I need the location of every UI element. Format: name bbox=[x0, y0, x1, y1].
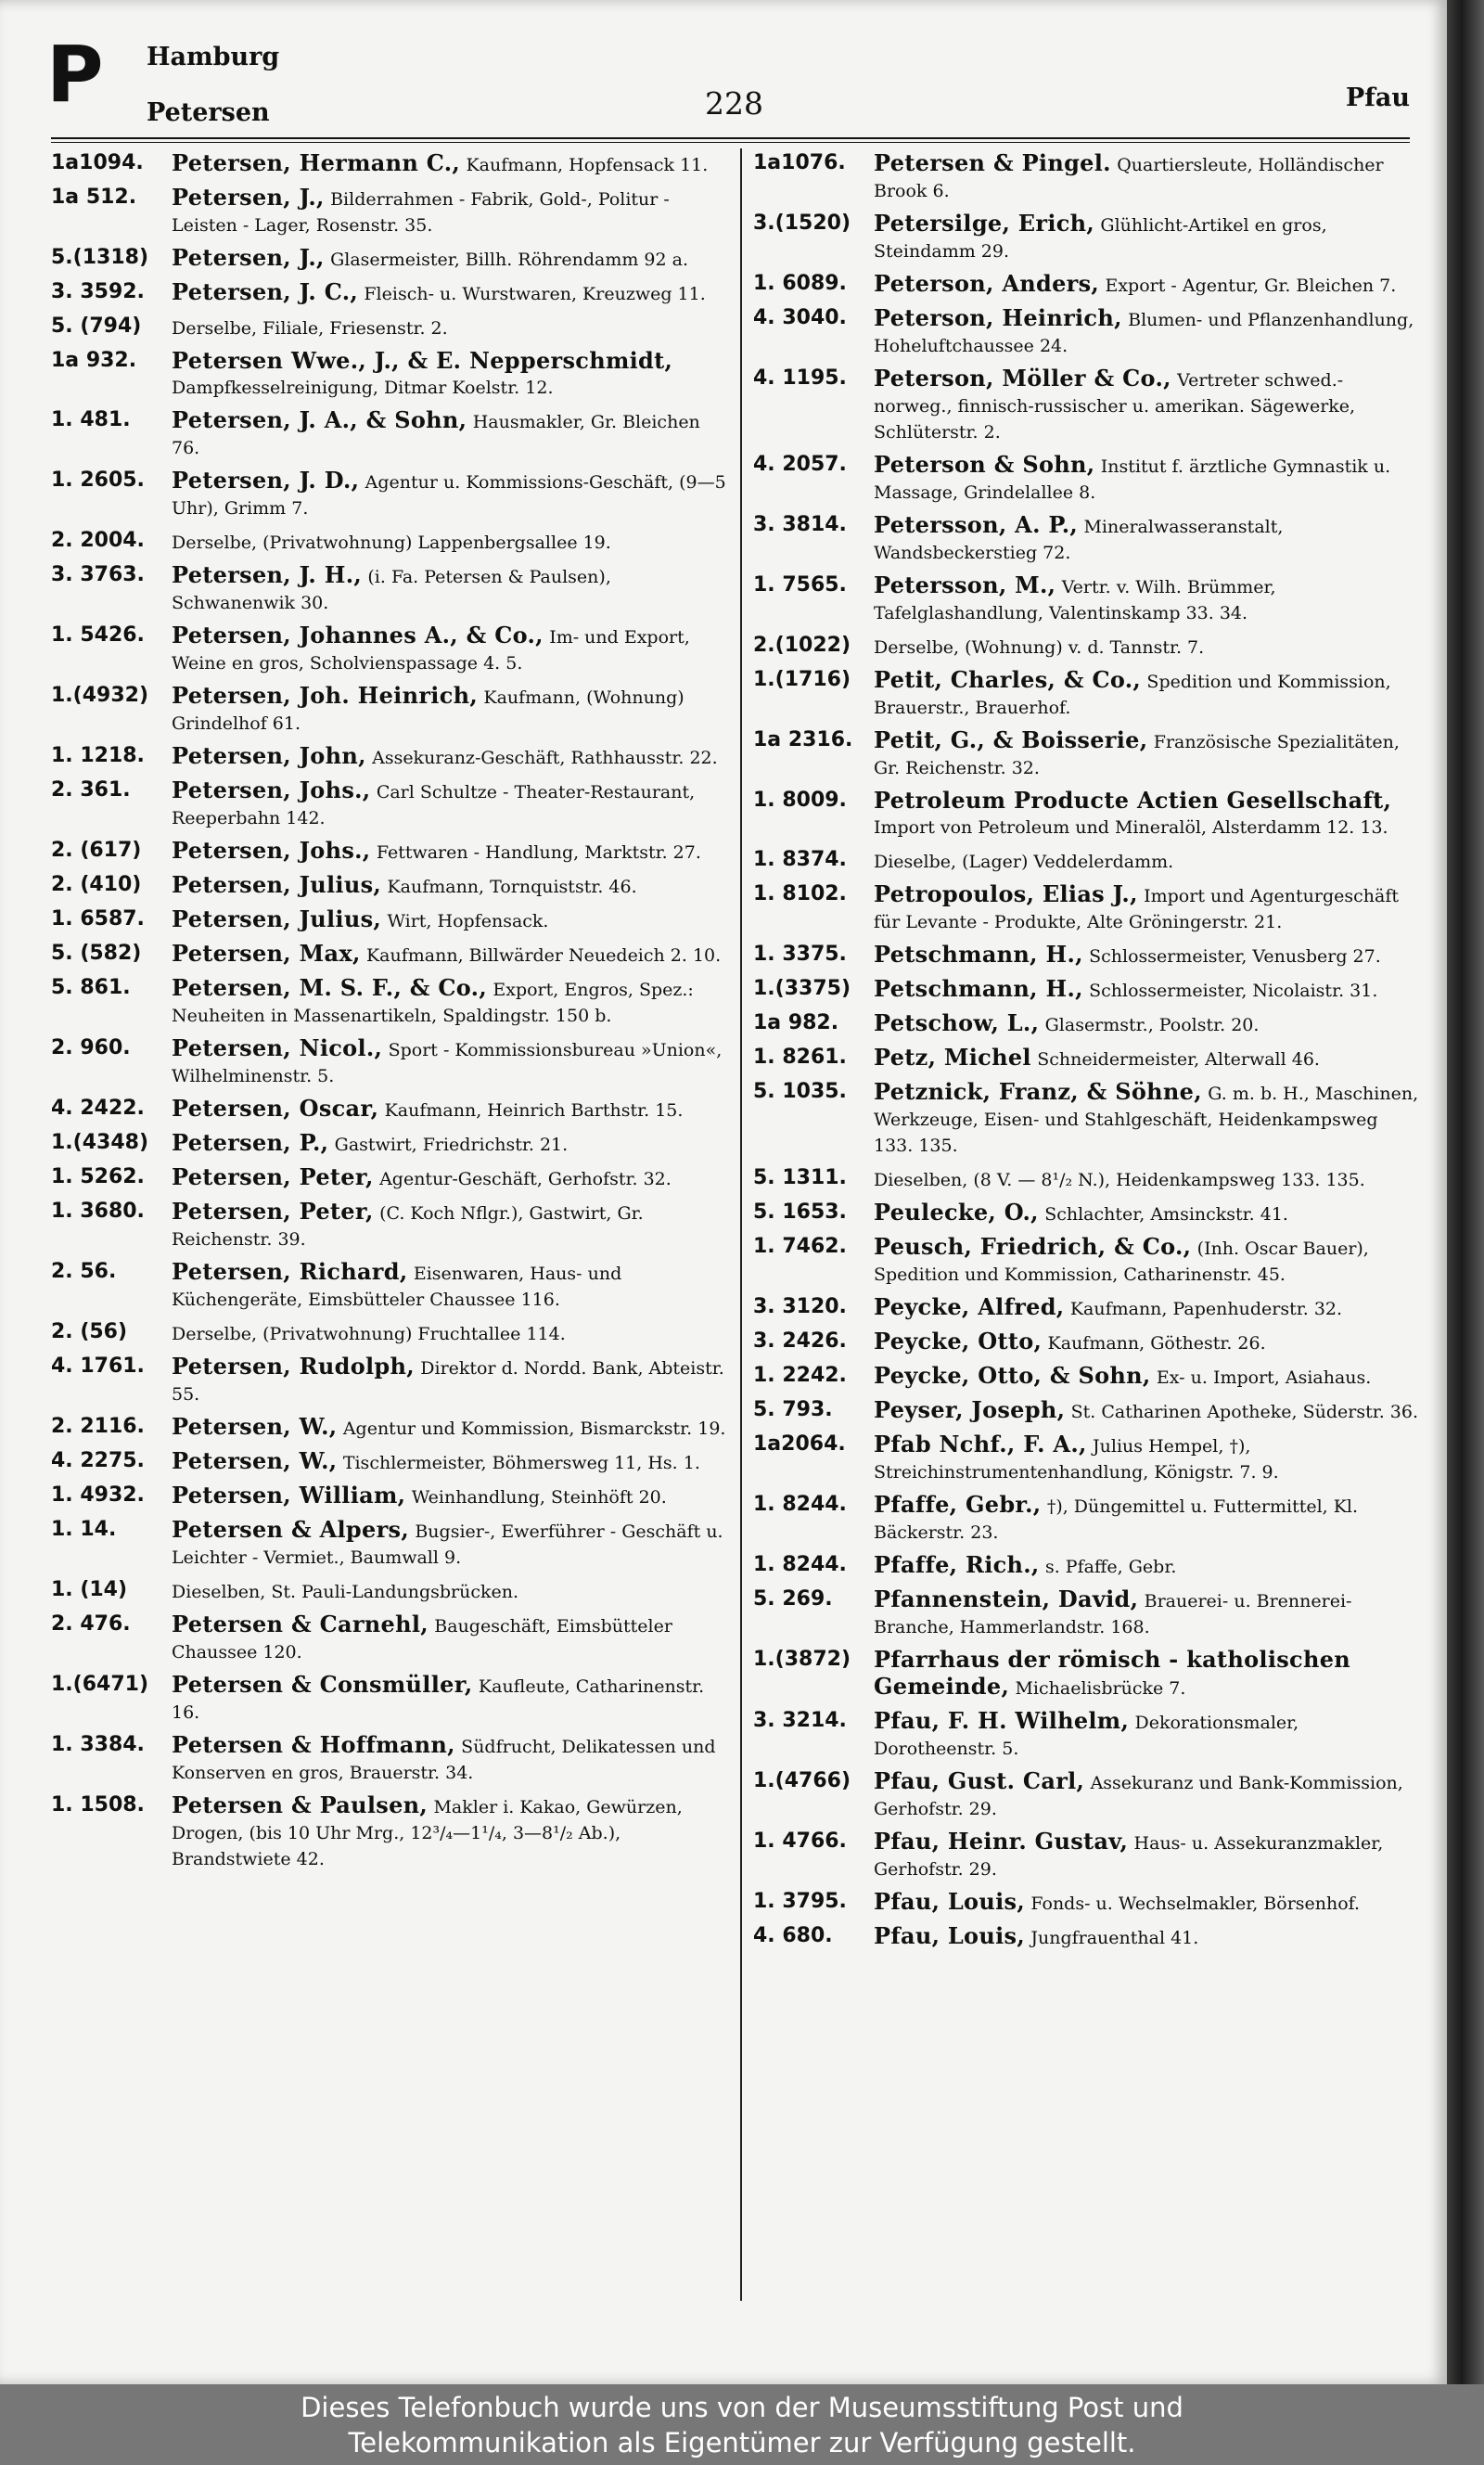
directory-entry bbox=[753, 1329, 1419, 1356]
phone-number: 4. 1195. bbox=[753, 366, 847, 390]
phone-number: 5. 1035. bbox=[753, 1080, 847, 1103]
entry-description: Fonds- u. Wechselmakler, Börsenhof. bbox=[1030, 1894, 1361, 1914]
entry-name: Petersen & Consmüller, bbox=[172, 1671, 473, 1698]
phone-number: 5. (582) bbox=[51, 942, 142, 965]
left-column bbox=[51, 150, 733, 1879]
phone-number: 2.(1022) bbox=[753, 634, 851, 657]
entry-description: Glasermstr., Poolstr. 20. bbox=[1044, 1015, 1260, 1035]
phone-number: 1. 1218. bbox=[51, 744, 145, 767]
directory-entry bbox=[51, 1483, 733, 1510]
entry-name: Petersen, J. D., bbox=[172, 467, 360, 494]
directory-entry bbox=[753, 1552, 1419, 1580]
entry-description: Michaelisbrücke 7. bbox=[1015, 1678, 1186, 1699]
entry-description: s. Pfaffe, Gebr. bbox=[1044, 1557, 1177, 1577]
directory-entry bbox=[753, 305, 1419, 359]
phone-number: 3. 3214. bbox=[753, 1709, 847, 1732]
directory-entry bbox=[51, 150, 733, 178]
entry-name: Petersen, W., bbox=[172, 1447, 338, 1474]
phone-number: 1. 4932. bbox=[51, 1483, 145, 1507]
directory-entry bbox=[753, 976, 1419, 1004]
entry-description: Bilderrahmen - Fabrik, Gold-, Politur - Leisten - Lager, Rosenstr. 35. bbox=[172, 189, 670, 236]
entry-name: Petersen Wwe., J., & E. Nepperschmidt, bbox=[172, 347, 673, 374]
phone-number: 1. (14) bbox=[51, 1578, 128, 1601]
directory-entry bbox=[753, 1492, 1419, 1546]
header-city: Hamburg bbox=[147, 43, 280, 71]
phone-number: 1.(6471) bbox=[51, 1673, 149, 1696]
directory-entry bbox=[753, 366, 1419, 445]
directory-entry bbox=[51, 1130, 733, 1158]
phone-number: 1.(4766) bbox=[753, 1769, 851, 1792]
entry-name: Petersen & Pingel. bbox=[874, 149, 1111, 176]
directory-entry bbox=[51, 245, 733, 273]
entry-description: Dieselben, St. Pauli-Landungsbrücken. bbox=[172, 1582, 519, 1602]
entry-description: Dieselbe, (Lager) Veddelerdamm. bbox=[874, 852, 1174, 872]
entry-description: (i. Fa. Petersen & Paulsen), Schwanenwik 30. bbox=[172, 567, 611, 613]
phone-number: 4. 1761. bbox=[51, 1354, 145, 1378]
entry-name: Pfab Nchf., F. A., bbox=[874, 1431, 1087, 1457]
phone-number: 1. 2242. bbox=[753, 1364, 847, 1387]
directory-entry bbox=[753, 942, 1419, 969]
entry-description: Export, Engros, Spez.: Neuheiten in Massenartikeln, Spaldingstr. 150 b. bbox=[172, 980, 694, 1026]
header-last-entry: Pfau bbox=[1345, 83, 1410, 112]
directory-entry bbox=[753, 1294, 1419, 1322]
entry-name: Petersson, M., bbox=[874, 571, 1056, 598]
entry-name: Petersen, J. C., bbox=[172, 278, 359, 305]
entry-description: Schlachter, Amsinckstr. 41. bbox=[1044, 1204, 1288, 1225]
entry-name: Peulecke, O., bbox=[874, 1199, 1039, 1226]
phone-number: 2. 476. bbox=[51, 1612, 131, 1636]
entry-name: Peycke, Alfred, bbox=[874, 1293, 1065, 1320]
phone-number: 1a 2316. bbox=[753, 728, 853, 751]
entry-name: Petropoulos, Elias J., bbox=[874, 880, 1138, 907]
entry-name: Petersen, Johs., bbox=[172, 777, 371, 803]
entry-description: Tischlermeister, Böhmersweg 11, Hs. 1. bbox=[342, 1453, 700, 1473]
directory-entry bbox=[51, 407, 733, 461]
entry-description: Fleisch- u. Wurstwaren, Kreuzweg 11. bbox=[364, 284, 706, 304]
entry-description: Dampfkesselreinigung, Ditmar Koelstr. 12. bbox=[172, 378, 554, 398]
phone-number: 2. 2004. bbox=[51, 529, 145, 552]
header-first-entry: Petersen bbox=[147, 98, 270, 127]
directory-entry bbox=[753, 881, 1419, 935]
phone-number: 1a1094. bbox=[51, 151, 144, 174]
directory-entry bbox=[51, 623, 733, 676]
directory-entry bbox=[753, 1010, 1419, 1038]
directory-entry bbox=[51, 562, 733, 616]
directory-entry bbox=[51, 906, 733, 934]
directory-entry bbox=[51, 348, 733, 401]
header-rule bbox=[51, 137, 1410, 139]
entry-name: Peterson, Anders, bbox=[874, 270, 1100, 297]
phone-number: 5. 269. bbox=[753, 1587, 833, 1611]
entry-name: Petit, Charles, & Co., bbox=[874, 666, 1142, 693]
entry-description: Assekuranz und Bank-Kommission, Gerhofstr. 29. bbox=[874, 1773, 1403, 1819]
entry-description: Import und Agenturgeschäft für Levante - Produkte, Alte Gröningerstr. 21. bbox=[874, 886, 1400, 932]
phone-number: 2. 2116. bbox=[51, 1415, 145, 1438]
entry-description: Gastwirt, Friedrichstr. 21. bbox=[334, 1135, 569, 1155]
directory-entry bbox=[753, 727, 1419, 781]
directory-entry bbox=[753, 1889, 1419, 1917]
phone-number: 3.(1520) bbox=[753, 212, 851, 235]
directory-entry bbox=[753, 1708, 1419, 1762]
entry-description: Agentur-Geschäft, Gerhofstr. 32. bbox=[379, 1169, 672, 1189]
entry-description: Kaufmann, Hopfensack 11. bbox=[466, 155, 709, 175]
entry-name: Petersen & Paulsen, bbox=[172, 1791, 429, 1818]
column-divider bbox=[740, 148, 742, 2301]
directory-entry bbox=[753, 1923, 1419, 1951]
entry-description: Carl Schultze - Theater-Restaurant, Reeperbahn 142. bbox=[172, 782, 696, 828]
entry-description: Dekorationsmaler, Dorotheenstr. 5. bbox=[874, 1713, 1299, 1759]
entry-description: Glasermeister, Billh. Röhrendamm 92 a. bbox=[330, 250, 688, 270]
phone-number: 1. 1508. bbox=[51, 1793, 145, 1817]
directory-entry bbox=[51, 1611, 733, 1665]
entry-description: (C. Koch Nflgr.), Gastwirt, Gr. Reichenstr. 39. bbox=[172, 1203, 644, 1250]
phone-number: 5. 1653. bbox=[753, 1200, 847, 1224]
entry-name: Petersen, Oscar, bbox=[172, 1095, 379, 1122]
phone-number: 4. 2275. bbox=[51, 1449, 145, 1472]
directory-entry bbox=[753, 667, 1419, 721]
entry-name: Petersen, William, bbox=[172, 1482, 406, 1509]
phone-number: 3. 3120. bbox=[753, 1295, 847, 1318]
entry-description: Derselbe, (Privatwohnung) Lappenbergsallee 19. bbox=[172, 533, 611, 553]
directory-entry bbox=[51, 1035, 733, 1089]
entry-description: Kaufmann, Papenhuderstr. 32. bbox=[1069, 1299, 1343, 1319]
phone-number: 3. 3763. bbox=[51, 563, 145, 586]
entry-name: Peycke, Otto, & Sohn, bbox=[874, 1362, 1151, 1389]
directory-entry bbox=[51, 941, 733, 969]
entry-name: Petz, Michel bbox=[874, 1044, 1031, 1071]
phone-number: 1. 2605. bbox=[51, 469, 145, 492]
entry-name: Petersen & Carnehl, bbox=[172, 1611, 429, 1637]
entry-description: Blumen- und Pflanzenhandlung, Hoheluftchaussee 24. bbox=[874, 310, 1414, 356]
entry-name: Pfau, Gust. Carl, bbox=[874, 1767, 1085, 1794]
entry-name: Petersilge, Erich, bbox=[874, 210, 1095, 237]
entry-description: Kaufmann, Heinrich Barthstr. 15. bbox=[384, 1100, 684, 1121]
directory-entry bbox=[51, 683, 733, 737]
entry-name: Petersen, Joh. Heinrich, bbox=[172, 682, 479, 709]
entry-description: Südfrucht, Delikatessen und Konserven en gros, Brauerstr. 34. bbox=[172, 1737, 716, 1783]
entry-description: Schlossermeister, Nicolaistr. 31. bbox=[1089, 981, 1378, 1001]
phone-number: 1a1076. bbox=[753, 151, 846, 174]
entry-description: Hausmakler, Gr. Bleichen 76. bbox=[172, 412, 700, 458]
phone-number: 1.(4348) bbox=[51, 1131, 149, 1154]
entry-name: Petersen, Hermann C., bbox=[172, 149, 461, 176]
phone-number: 2. 361. bbox=[51, 778, 131, 802]
entry-name: Petit, G., & Boisserie, bbox=[874, 726, 1148, 753]
entry-description: Derselbe, (Wohnung) v. d. Tannstr. 7. bbox=[874, 637, 1205, 658]
directory-entry bbox=[753, 1363, 1419, 1391]
phone-number: 1a 932. bbox=[51, 349, 137, 372]
phone-number: 1. 4766. bbox=[753, 1829, 847, 1853]
directory-entry bbox=[753, 211, 1419, 264]
directory-entry bbox=[753, 1647, 1419, 1701]
entry-description: Ex- u. Import, Asiahaus. bbox=[1156, 1367, 1372, 1388]
directory-entry bbox=[51, 1448, 733, 1476]
entry-description: Vertreter schwed.-norweg., finnisch-russischer u. amerikan. Sägewerke, Schlüterstr. 2. bbox=[874, 370, 1356, 443]
header-rule-thin bbox=[51, 142, 1410, 143]
entry-name: Petersen, Julius, bbox=[172, 905, 382, 932]
phone-number: 1. 6587. bbox=[51, 907, 145, 931]
directory-entry bbox=[51, 1577, 733, 1605]
phone-number: 3. 2426. bbox=[753, 1329, 847, 1353]
directory-entry bbox=[51, 1732, 733, 1786]
entry-description: Im- und Export, Weine en gros, Scholvienspassage 4. 5. bbox=[172, 627, 690, 674]
phone-number: 2. 960. bbox=[51, 1036, 131, 1059]
entry-description: Derselbe, (Privatwohnung) Fruchtallee 114. bbox=[172, 1324, 566, 1344]
phone-number: 1. 3384. bbox=[51, 1733, 145, 1756]
directory-entry bbox=[51, 1517, 733, 1571]
phone-number: 1a2064. bbox=[753, 1432, 846, 1456]
entry-name: Peterson, Heinrich, bbox=[874, 304, 1122, 331]
entry-name: Petroleum Producte Actien Gesellschaft, bbox=[874, 787, 1392, 814]
entry-description: Agentur u. Kommissions-Geschäft, (9—5 Uhr), Grimm 7. bbox=[172, 472, 726, 519]
directory-entry bbox=[51, 185, 733, 238]
entry-description: Assekuranz-Geschäft, Rathhausstr. 22. bbox=[372, 748, 718, 768]
phone-number: 5. 861. bbox=[51, 976, 131, 999]
entry-name: Petersen, J., bbox=[172, 184, 325, 211]
phone-number: 1a 512. bbox=[51, 186, 137, 209]
footer-line-1: Dieses Telefonbuch wurde uns von der Museumsstiftung Post und bbox=[301, 2392, 1183, 2423]
phone-number: 1. 8102. bbox=[753, 882, 847, 905]
entry-description: Kaufmann, Tornquiststr. 46. bbox=[387, 877, 637, 897]
entry-description: Schlossermeister, Venusberg 27. bbox=[1089, 946, 1381, 967]
phone-number: 1. 5262. bbox=[51, 1165, 145, 1188]
entry-description: Bugsier-, Ewerführer - Geschäft u. Leichter - Vermiet., Baumwall 9. bbox=[172, 1521, 723, 1568]
entry-name: Petersson, A. P., bbox=[874, 511, 1079, 538]
phone-number: 1. 3680. bbox=[51, 1200, 145, 1223]
directory-entry bbox=[51, 279, 733, 307]
phone-number: 1. 8244. bbox=[753, 1493, 847, 1516]
directory-entry bbox=[753, 788, 1419, 841]
entry-description: Haus- u. Assekuranzmakler, Gerhofstr. 29. bbox=[874, 1833, 1384, 1880]
entry-description: †), Düngemittel u. Futtermittel, Kl. Bäckerstr. 23. bbox=[874, 1496, 1359, 1543]
entry-description: Agentur und Kommission, Bismarckstr. 19. bbox=[342, 1419, 726, 1439]
phone-number: 1. 5426. bbox=[51, 623, 145, 647]
entry-description: Kaufmann, (Wohnung) Grindelhof 61. bbox=[172, 687, 684, 734]
entry-name: Pfarrhaus der römisch - katholischen Gemeinde, bbox=[874, 1646, 1351, 1700]
directory-entry bbox=[51, 872, 733, 900]
entry-name: Pfaffe, Gebr., bbox=[874, 1491, 1042, 1518]
phone-number: 1. 8009. bbox=[753, 789, 847, 812]
phone-number: 1. 8244. bbox=[753, 1553, 847, 1576]
directory-entry bbox=[753, 1234, 1419, 1288]
entry-description: Schneidermeister, Alterwall 46. bbox=[1037, 1049, 1320, 1070]
entry-name: Petznick, Franz, & Söhne, bbox=[874, 1078, 1202, 1105]
entry-description: G. m. b. H., Maschinen, Werkzeuge, Eisen- und Stahlgeschäft, Heidenkampsweg 133. 135. bbox=[874, 1084, 1419, 1156]
page-header bbox=[46, 29, 1410, 137]
entry-description: Kaufmann, Billwärder Neuedeich 2. 10. bbox=[365, 945, 722, 966]
entry-description: Import von Petroleum und Mineralöl, Alsterdamm 12. 13. bbox=[874, 817, 1388, 838]
directory-entry bbox=[753, 1586, 1419, 1640]
phone-number: 1.(3872) bbox=[753, 1648, 851, 1671]
directory-entry bbox=[51, 975, 733, 1029]
entry-name: Petersen, Peter, bbox=[172, 1198, 374, 1225]
entry-description: Kaufleute, Catharinenstr. 16. bbox=[172, 1676, 705, 1723]
phone-number: 5.(1318) bbox=[51, 246, 149, 269]
directory-entry bbox=[753, 150, 1419, 204]
entry-description: Baugeschäft, Eimsbütteler Chaussee 120. bbox=[172, 1616, 672, 1663]
entry-name: Petschmann, H., bbox=[874, 975, 1083, 1002]
directory-entry bbox=[753, 1079, 1419, 1159]
entry-description: Derselbe, Filiale, Friesenstr. 2. bbox=[172, 318, 448, 339]
directory-entry bbox=[51, 777, 733, 831]
entry-description: Weinhandlung, Steinhöft 20. bbox=[411, 1487, 667, 1508]
entry-name: Peycke, Otto, bbox=[874, 1328, 1043, 1354]
entry-description: Wirt, Hopfensack. bbox=[387, 911, 549, 931]
directory-entry bbox=[753, 572, 1419, 626]
phone-number: 1. 481. bbox=[51, 408, 131, 431]
entry-description: Sport - Kommissionsbureau »Union«, Wilhelminenstr. 5. bbox=[172, 1040, 723, 1086]
directory-entry bbox=[753, 512, 1419, 566]
directory-entry bbox=[51, 314, 733, 341]
directory-entry bbox=[51, 1199, 733, 1252]
directory-entry bbox=[51, 1096, 733, 1123]
entry-description: Direktor d. Nordd. Bank, Abteistr. 55. bbox=[172, 1358, 724, 1405]
entry-name: Peusch, Friedrich, & Co., bbox=[874, 1233, 1192, 1260]
phone-number: 5. 1311. bbox=[753, 1166, 847, 1189]
entry-description: St. Catharinen Apotheke, Süderstr. 36. bbox=[1070, 1402, 1419, 1422]
directory-entry bbox=[753, 1768, 1419, 1822]
directory-entry bbox=[753, 847, 1419, 875]
directory-entry bbox=[51, 1792, 733, 1872]
entry-description: Makler i. Kakao, Gewürzen, Drogen, (bis 10 Uhr Mrg., 12³/₄—1¹/₄, 3—8¹/₂ Ab.), Brandstwiete 42. bbox=[172, 1797, 683, 1869]
entry-description: Vertr. v. Wilh. Brümmer, Tafelglashandlung, Valentinskamp 33. 34. bbox=[874, 577, 1276, 623]
phone-number: 1. 3375. bbox=[753, 943, 847, 966]
page-binding-edge bbox=[1447, 0, 1484, 2384]
phone-number: 1.(1716) bbox=[753, 668, 851, 691]
phone-number: 1. 7462. bbox=[753, 1235, 847, 1258]
entry-name: Peyser, Joseph, bbox=[874, 1396, 1066, 1423]
directory-entry bbox=[51, 468, 733, 521]
entry-description: Mineralwasseranstalt, Wandsbeckerstieg 72. bbox=[874, 517, 1284, 563]
entry-name: Petschmann, H., bbox=[874, 941, 1083, 968]
entry-name: Pfau, Louis, bbox=[874, 1922, 1025, 1949]
entry-description: Eisenwaren, Haus- und Küchengeräte, Eimsbütteler Chaussee 116. bbox=[172, 1264, 622, 1310]
entry-name: Petersen, Johannes A., & Co., bbox=[172, 622, 544, 648]
phone-number: 4. 2057. bbox=[753, 453, 847, 476]
phone-number: 1. 3795. bbox=[753, 1890, 847, 1913]
entry-description: Brauerei- u. Brennerei-Branche, Hammerlandstr. 168. bbox=[874, 1591, 1352, 1637]
entry-name: Pfau, Louis, bbox=[874, 1888, 1025, 1915]
phone-number: 3. 3814. bbox=[753, 513, 847, 536]
entry-description: (Inh. Oscar Bauer), Spedition und Kommission, Catharinenstr. 45. bbox=[874, 1239, 1369, 1285]
directory-entry bbox=[753, 271, 1419, 299]
directory-entry bbox=[753, 1397, 1419, 1425]
directory-entry bbox=[753, 633, 1419, 661]
phone-number: 1. 8261. bbox=[753, 1046, 847, 1069]
entry-description: Quartiersleute, Holländischer Brook 6. bbox=[874, 155, 1384, 201]
entry-description: Kaufmann, Göthestr. 26. bbox=[1047, 1333, 1266, 1354]
entry-name: Petersen, J. H., bbox=[172, 561, 363, 588]
phone-number: 1. 7565. bbox=[753, 573, 847, 597]
entry-name: Petersen, J., bbox=[172, 244, 325, 271]
phone-number: 1. 14. bbox=[51, 1518, 117, 1541]
directory-entry bbox=[51, 1672, 733, 1726]
directory-entry bbox=[51, 528, 733, 556]
phone-number: 1.(4932) bbox=[51, 684, 149, 707]
entry-name: Pfau, F. H. Wilhelm, bbox=[874, 1707, 1130, 1734]
entry-description: Institut f. ärztliche Gymnastik u. Massage, Grindelallee 8. bbox=[874, 456, 1391, 503]
entry-name: Pfau, Heinr. Gustav, bbox=[874, 1828, 1129, 1855]
phone-number: 1. 6089. bbox=[753, 272, 847, 295]
entry-description: Glühlicht-Artikel en gros, Steindamm 29. bbox=[874, 215, 1327, 262]
entry-description: Spedition und Kommission, Brauerstr., Brauerhof. bbox=[874, 672, 1391, 718]
page-number: 228 bbox=[705, 85, 763, 122]
entry-description: Julius Hempel, †), Streichinstrumentenhandlung, Königstr. 7. 9. bbox=[874, 1436, 1279, 1483]
phone-number: 3. 3592. bbox=[51, 280, 145, 303]
right-column bbox=[753, 150, 1419, 1958]
phone-number: 2. 56. bbox=[51, 1260, 117, 1283]
entry-description: Französische Spezialitäten, Gr. Reichenstr. 32. bbox=[874, 732, 1400, 778]
footer-line-2: Telekommunikation als Eigentümer zur Verfügung gestellt. bbox=[348, 2427, 1136, 2459]
entry-name: Petersen, John, bbox=[172, 742, 366, 769]
directory-entry bbox=[51, 1259, 733, 1313]
directory-entry bbox=[753, 1431, 1419, 1485]
phone-number: 5. (794) bbox=[51, 315, 142, 338]
entry-name: Petersen, Richard, bbox=[172, 1258, 408, 1285]
entry-name: Petschow, L., bbox=[874, 1009, 1040, 1036]
entry-description: Jungfrauenthal 41. bbox=[1030, 1928, 1199, 1948]
entry-name: Petersen, Johs., bbox=[172, 837, 371, 864]
directory-entry bbox=[51, 1319, 733, 1347]
directory-entry bbox=[51, 838, 733, 866]
entry-name: Petersen & Hoffmann, bbox=[172, 1731, 455, 1758]
entry-description: Fettwaren - Handlung, Marktstr. 27. bbox=[376, 842, 701, 863]
entry-name: Peterson & Sohn, bbox=[874, 451, 1095, 478]
directory-entry bbox=[753, 1200, 1419, 1227]
entry-description: Export - Agentur, Gr. Bleichen 7. bbox=[1105, 276, 1397, 296]
entry-name: Petersen, P., bbox=[172, 1129, 329, 1156]
phone-number: 1a 982. bbox=[753, 1011, 839, 1034]
directory-entry bbox=[753, 1165, 1419, 1193]
phone-number: 2. (410) bbox=[51, 873, 142, 896]
entry-name: Petersen, Nicol., bbox=[172, 1034, 383, 1061]
entry-name: Petersen & Alpers, bbox=[172, 1516, 409, 1543]
directory-entry bbox=[753, 1045, 1419, 1072]
entry-name: Petersen, Rudolph, bbox=[172, 1353, 415, 1380]
directory-entry bbox=[51, 743, 733, 771]
entry-description: Dieselben, (8 V. — 8¹/₂ N.), Heidenkampsweg 133. 135. bbox=[874, 1170, 1365, 1190]
entry-name: Pfannenstein, David, bbox=[874, 1586, 1139, 1612]
phone-number: 2. (617) bbox=[51, 839, 142, 862]
phone-number: 2. (56) bbox=[51, 1320, 128, 1343]
phone-number: 5. 793. bbox=[753, 1398, 833, 1421]
entry-name: Petersen, J. A., & Sohn, bbox=[172, 406, 467, 433]
entry-name: Petersen, W., bbox=[172, 1413, 338, 1440]
entry-name: Petersen, Julius, bbox=[172, 871, 382, 898]
phone-number: 4. 2422. bbox=[51, 1097, 145, 1120]
phone-number: 1.(3375) bbox=[753, 977, 851, 1000]
entry-name: Petersen, Peter, bbox=[172, 1163, 374, 1190]
phone-number: 1. 8374. bbox=[753, 848, 847, 871]
directory-entry bbox=[51, 1164, 733, 1192]
entry-name: Peterson, Möller & Co., bbox=[874, 365, 1171, 392]
entry-name: Petersen, M. S. F., & Co., bbox=[172, 974, 487, 1001]
entry-name: Petersen, Max, bbox=[172, 940, 361, 967]
phone-number: 4. 3040. bbox=[753, 306, 847, 329]
directory-entry bbox=[753, 452, 1419, 506]
entry-name: Pfaffe, Rich., bbox=[874, 1551, 1040, 1578]
directory-entry bbox=[753, 1829, 1419, 1882]
footer-notice bbox=[0, 2384, 1484, 2465]
directory-entry bbox=[51, 1414, 733, 1442]
directory-entry bbox=[51, 1354, 733, 1407]
phone-number: 4. 680. bbox=[753, 1924, 833, 1947]
section-letter: P bbox=[46, 29, 104, 120]
